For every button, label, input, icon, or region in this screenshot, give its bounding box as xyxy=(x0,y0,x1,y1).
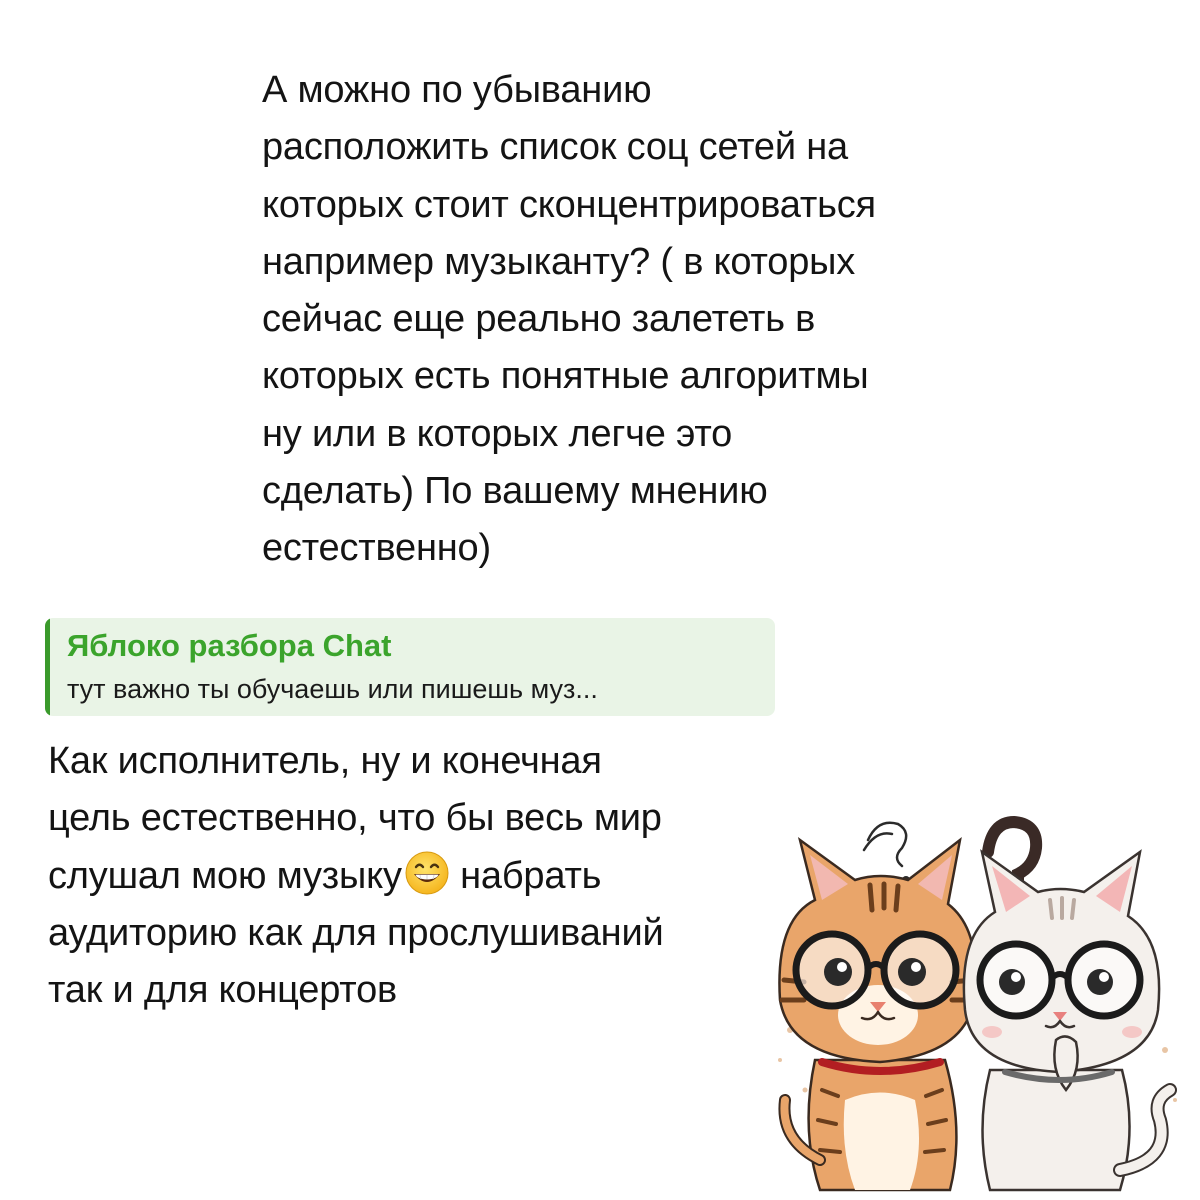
bottom-message-text-after-emoji: набрать xyxy=(449,854,602,897)
bottom-message-line: так и для концертов xyxy=(48,969,397,1012)
bottom-message-line-with-emoji xyxy=(48,848,808,905)
cats-with-glasses-illustration xyxy=(760,800,1200,1200)
top-message-line: которых стоит сконцентрироваться xyxy=(262,183,876,226)
top-message-line: расположить список соц сетей на xyxy=(262,126,848,169)
top-message-line: ну или в которых легче это xyxy=(262,412,733,455)
reply-author: Яблоко разбора Chat xyxy=(67,628,392,663)
bottom-message-line: аудиторию как для прослушиваний xyxy=(48,911,664,954)
white-cat xyxy=(964,852,1170,1190)
top-message-line: А можно по убыванию xyxy=(262,69,652,111)
top-message-line: которых есть понятные алгоритмы xyxy=(262,355,869,398)
top-message xyxy=(262,62,1022,578)
top-message-line: сделать) По вашему мнению xyxy=(262,470,768,513)
orange-cat xyxy=(779,840,975,1190)
reply-accent-bar xyxy=(45,618,50,716)
reply-quote[interactable] xyxy=(45,618,775,716)
top-message-line: сейчас еще реально залететь в xyxy=(262,298,816,341)
top-message-line: например музыканту? ( в которых xyxy=(262,240,856,283)
bottom-message xyxy=(48,733,808,1019)
grinning-face-emoji-icon xyxy=(404,850,450,896)
bottom-message-line: Как исполнитель, ну и конечная xyxy=(48,740,602,782)
reply-preview-text: тут важно ты обучаешь или пишешь муз... xyxy=(67,674,598,704)
top-message-line: естественно) xyxy=(262,527,491,570)
bottom-message-text: слушал мою музыку xyxy=(48,854,402,897)
bottom-message-line: цель естественно, что бы весь мир xyxy=(48,797,662,840)
question-mark-icon xyxy=(864,823,910,884)
